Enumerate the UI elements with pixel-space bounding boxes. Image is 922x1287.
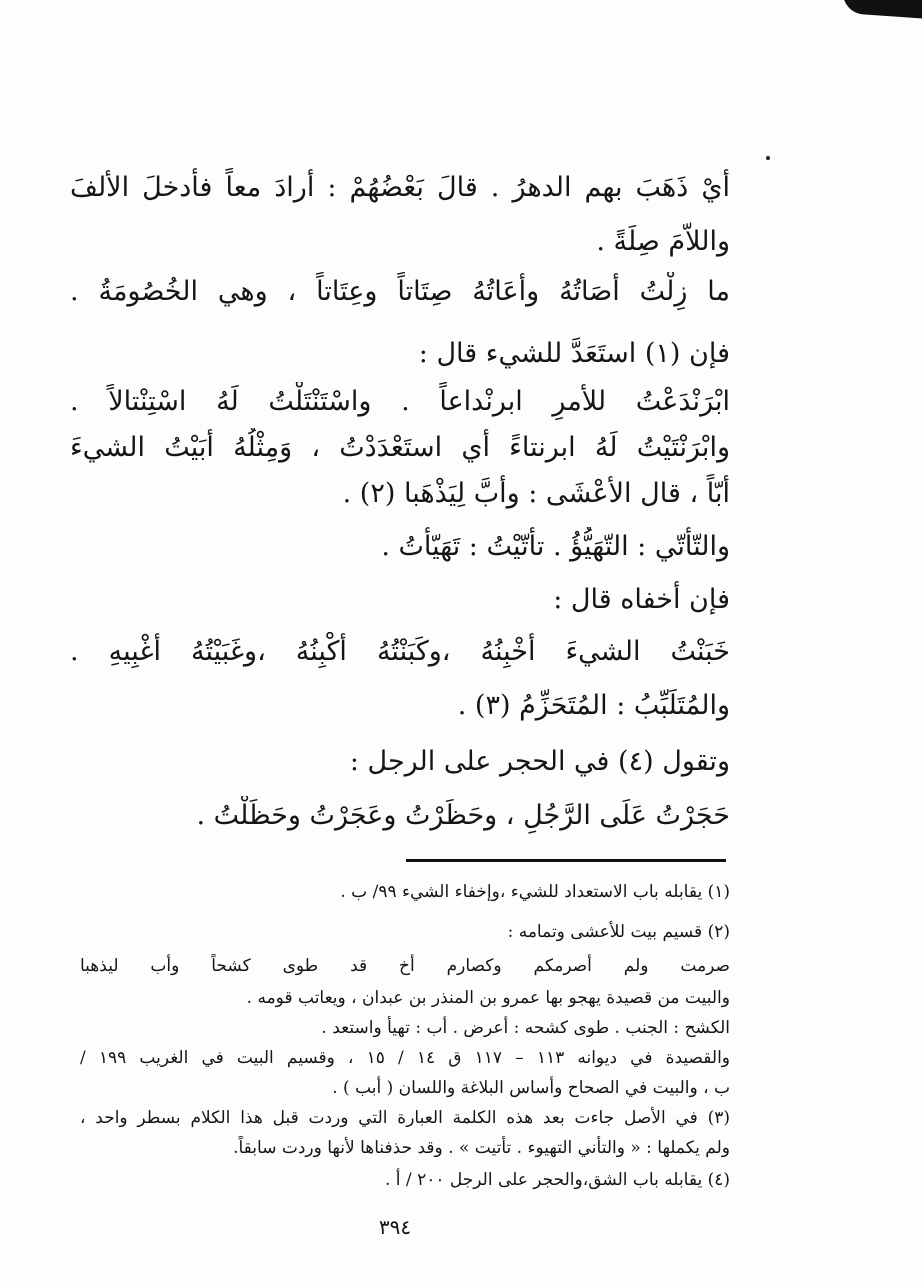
footnote-line-3: صرمت ولم أصرمكم وكصارم أخ قد طوى كشحاً وأب ليذهبا bbox=[80, 956, 730, 976]
body-line-4: فإن (١) استَعَدَّ للشيء قال : bbox=[418, 338, 730, 369]
body-line-9: فإن أخفاه قال : bbox=[553, 584, 730, 615]
footnote-divider bbox=[406, 859, 726, 862]
body-line-8: والتّأتّي : التّهَيُّؤُ . تأتّيْتُ : تَهَيّأْتُ . bbox=[381, 531, 730, 562]
body-line-12: وتقول (٤) في الحجر على الرجل : bbox=[349, 746, 730, 777]
footnote-line-9: ولم يكملها : « والتأني التهيوء . تأتيت » . وقد حذفناها لأنها وردت سابقاً. bbox=[233, 1138, 730, 1158]
footnote-line-6: والقصيدة في ديوانه ١١٣ – ١١٧ ق ١٤ / ١٥ ، وقسيم البيت في الغريب ١٩٩ / bbox=[80, 1048, 730, 1068]
body-line-10: خَبَنْتُ الشيءَ أخْبِنُهُ ،وكَبَنْتُهُ أكْبِنُهُ ،وغَبَيْتُهُ أَغْبِيهِ . bbox=[70, 636, 730, 667]
body-line-11: والمُتَلَبِّبُ : المُتَحَزِّمُ (٣) . bbox=[457, 690, 730, 721]
body-line-2: واللاّمَ صِلَةً . bbox=[596, 226, 730, 257]
page-number: ٣٩٤ bbox=[378, 1215, 412, 1239]
footnote-line-1: (١) يقابله باب الاستعداد للشيء ،وإخفاء الشيء ٩٩/ ب . bbox=[340, 882, 730, 902]
footnote-line-5: الكشح : الجنب . طوى كشحه : أعرض . أب : تهيأ واستعد . bbox=[321, 1018, 730, 1038]
scan-corner-mark bbox=[841, 0, 922, 19]
body-line-13: حَجَرْتُ عَلَى الرَّجُلِ ، وحَظَرْتُ وعَجَرْتُ وحَظَلْتُ . bbox=[196, 800, 730, 831]
body-line-3: ما زِلْتُ أُصَاتُهُ وأُعَاتُهُ صِتَاتاً وعِتَاتاً ، وهي الخُصُومَةُ . bbox=[70, 276, 730, 307]
scan-speck bbox=[766, 156, 770, 160]
footnote-line-8: (٣) في الأصل جاءت بعد هذه الكلمة العبارة التي وردت قبل هذا الكلام بسطر واحد ، bbox=[80, 1108, 730, 1128]
footnote-line-7: ب ، والبيت في الصحاح وأساس البلاغة واللسان ( أبب ) . bbox=[332, 1078, 730, 1098]
body-line-1: أيْ ذَهَبَ بهم الدهرُ . قالَ بَعْضُهُمْ : أرادَ معاً فأدخلَ الألفَ bbox=[70, 172, 730, 203]
footnote-line-2: (٢) قسيم بيت للأعشى وتمامه : bbox=[507, 922, 730, 942]
body-line-7: أَبّاً ، قال الأعْشَى : وأَبَّ لِيَذْهَبا (٢) . bbox=[342, 478, 730, 509]
body-line-5: ابْرَنْدَعْتُ للأمرِ ابرنْداعاً . واسْتَنْتَلْتُ لَهُ اسْتِنْتالاً . bbox=[70, 386, 730, 417]
body-line-6: وابْرَنْتَيْتُ لَهُ ابرنتاءً أي استَعْدَدْتُ ، وَمِثْلُهُ أَبَيْتُ الشيءَ bbox=[70, 432, 730, 463]
footnote-line-4: والبيت من قصيدة يهجو بها عمرو بن المنذر بن عبدان ، ويعاتب قومه . bbox=[246, 988, 730, 1008]
footnote-line-10: (٤) يقابله باب الشق،والحجر على الرجل ٢٠٠ / أ . bbox=[385, 1170, 730, 1190]
